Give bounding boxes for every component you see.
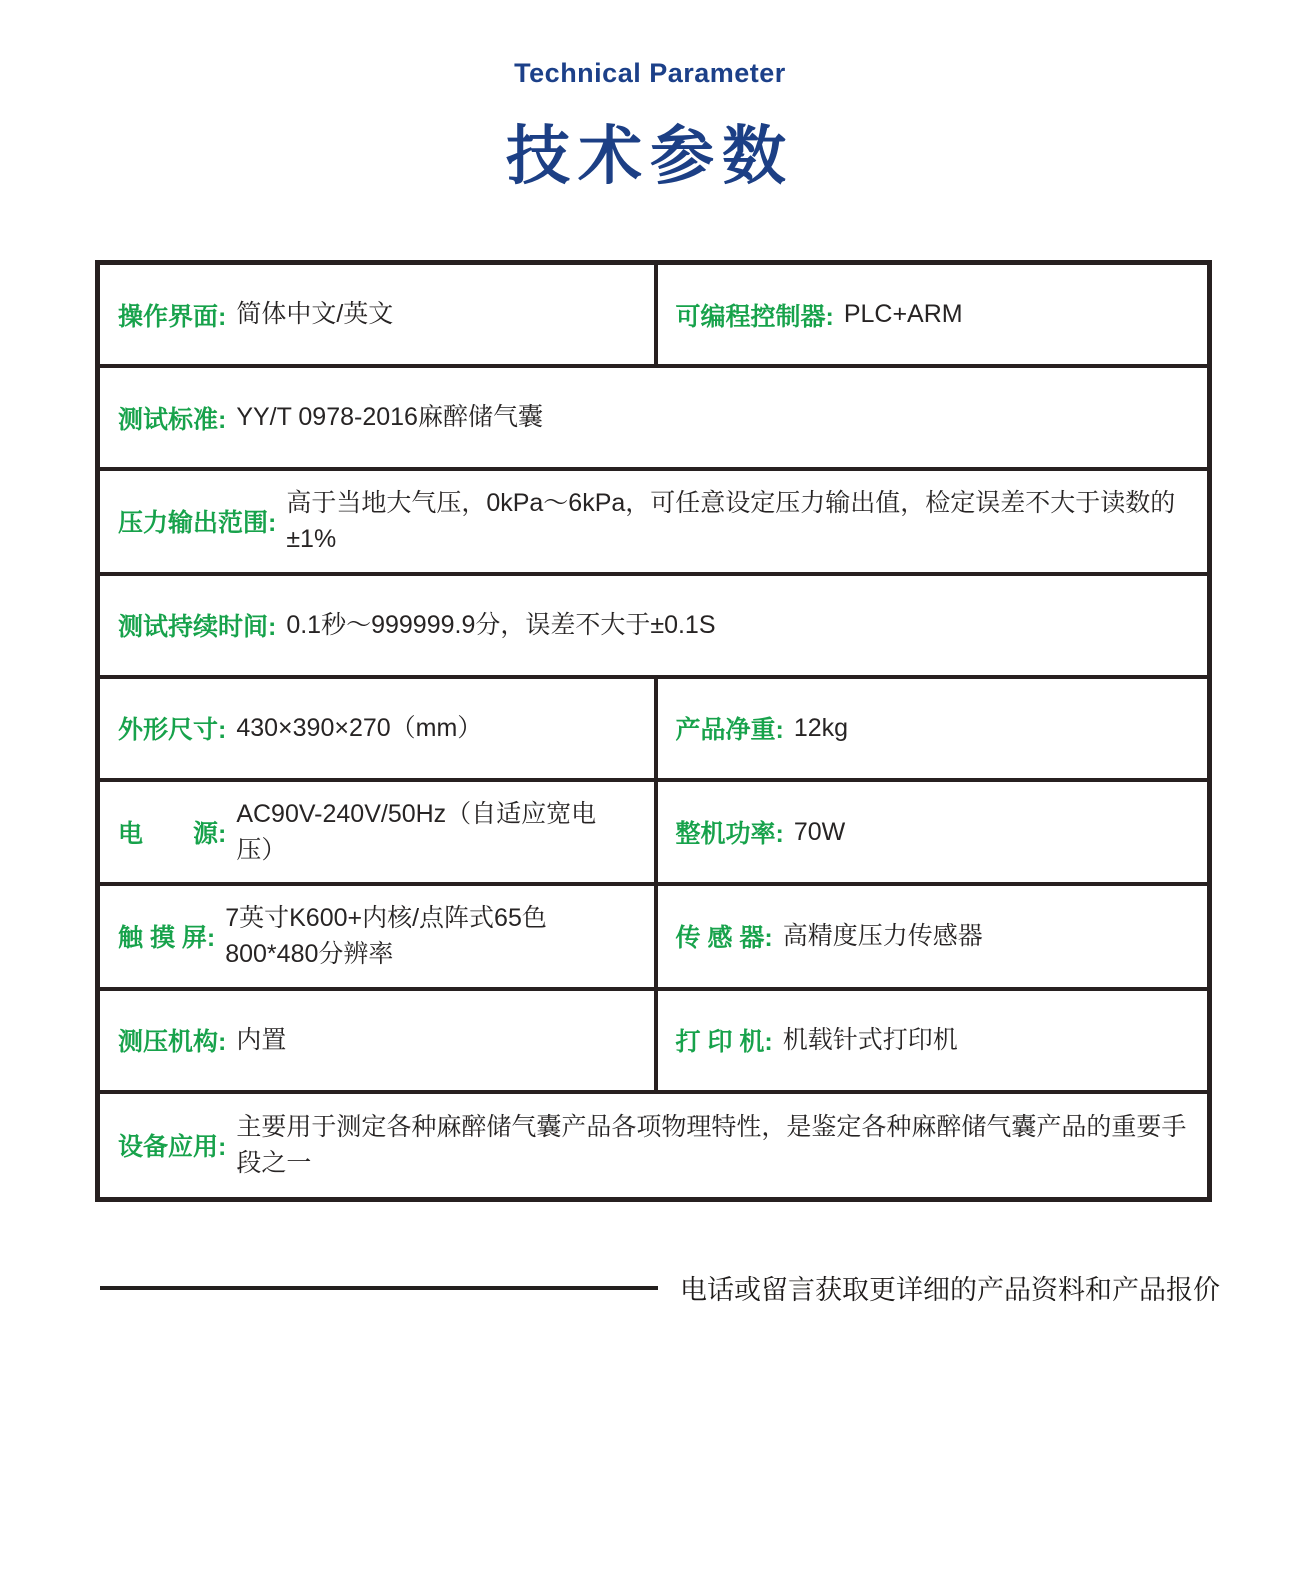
spec-value	[225, 900, 547, 973]
spec-label: 产品净重:	[675, 716, 784, 744]
divider-line	[100, 1286, 658, 1290]
table-row	[100, 1094, 1207, 1197]
spec-value: 12kg	[793, 713, 849, 742]
spec-cell-pressure-mechanism	[100, 991, 654, 1090]
spec-label: 压力输出范围:	[118, 509, 277, 538]
page-header	[0, 0, 1300, 197]
table-row	[100, 886, 1207, 991]
spec-cell-test-duration	[100, 576, 1207, 675]
spec-cell-power-supply	[100, 782, 654, 883]
spec-label: 测压机构:	[118, 1028, 227, 1056]
spec-cell-dimensions	[100, 679, 654, 778]
table-row	[100, 991, 1207, 1094]
spec-label: 整机功率:	[675, 819, 784, 848]
spec-label: 设备应用:	[118, 1133, 227, 1161]
table-row	[100, 471, 1207, 576]
spec-cell-net-weight	[654, 679, 1208, 778]
footer-note: 电话或留言获取更详细的产品资料和产品报价	[680, 1275, 1220, 1305]
spec-value: 430×390×270（mm）	[236, 713, 483, 742]
page-footer	[100, 1268, 1220, 1307]
spec-label: 操作界面:	[118, 302, 227, 331]
spec-cell-test-standard	[100, 368, 1207, 467]
spec-value: 内置	[236, 1025, 287, 1054]
spec-value: YY/T 0978-2016麻醉储气囊	[236, 403, 543, 432]
spec-value: 简体中文/英文	[236, 300, 394, 329]
spec-cell-total-power	[654, 782, 1208, 883]
spec-value: 70W	[793, 817, 846, 846]
spec-label: 外形尺寸:	[118, 716, 227, 744]
spec-label: 电 源:	[118, 819, 227, 848]
spec-value: PLC+ARM	[843, 300, 963, 329]
spec-label: 测试持续时间:	[118, 613, 277, 641]
spec-cell-operation-interface	[100, 265, 654, 364]
spec-label: 可编程控制器:	[675, 302, 834, 331]
spec-cell-programmable-controller	[654, 265, 1208, 364]
spec-table	[95, 260, 1212, 1202]
spec-cell-application	[100, 1094, 1207, 1197]
spec-value: 机载针式打印机	[782, 1025, 958, 1054]
page-title: 技术参数	[506, 120, 794, 192]
spec-cell-touch-screen	[100, 886, 654, 987]
spec-label: 触 摸 屏:	[118, 924, 216, 953]
spec-value: 高精度压力传感器	[782, 922, 983, 951]
spec-value: 0.1秒～999999.9分，误差不大于±0.1S	[286, 610, 716, 639]
table-row	[100, 368, 1207, 471]
spec-value: 主要用于测定各种麻醉储气囊产品各项物理特性，是鉴定各种麻醉储气囊产品的重要手段之一	[236, 1112, 1187, 1177]
spec-label: 打 印 机:	[675, 1028, 773, 1056]
spec-value: 高于当地大气压，0kPa～6kPa，可任意设定压力输出值，检定误差不大于读数的±1%	[286, 489, 1176, 554]
subtitle-english: Technical Parameter	[514, 58, 786, 88]
spec-cell-sensor	[654, 886, 1208, 987]
spec-cell-printer	[654, 991, 1208, 1090]
table-row	[100, 576, 1207, 679]
spec-value: AC90V-240V/50Hz（自适应宽电压）	[236, 799, 597, 864]
spec-value-line-1: 7英寸K600+内核/点阵式65色	[225, 904, 547, 932]
table-row	[100, 679, 1207, 782]
spec-value-line-2: 800*480分辨率	[225, 940, 394, 969]
spec-label: 传 感 器:	[675, 924, 773, 953]
spec-cell-pressure-output-range	[100, 471, 1207, 572]
table-row	[100, 265, 1207, 368]
spec-label: 测试标准:	[118, 405, 227, 434]
table-row	[100, 782, 1207, 887]
